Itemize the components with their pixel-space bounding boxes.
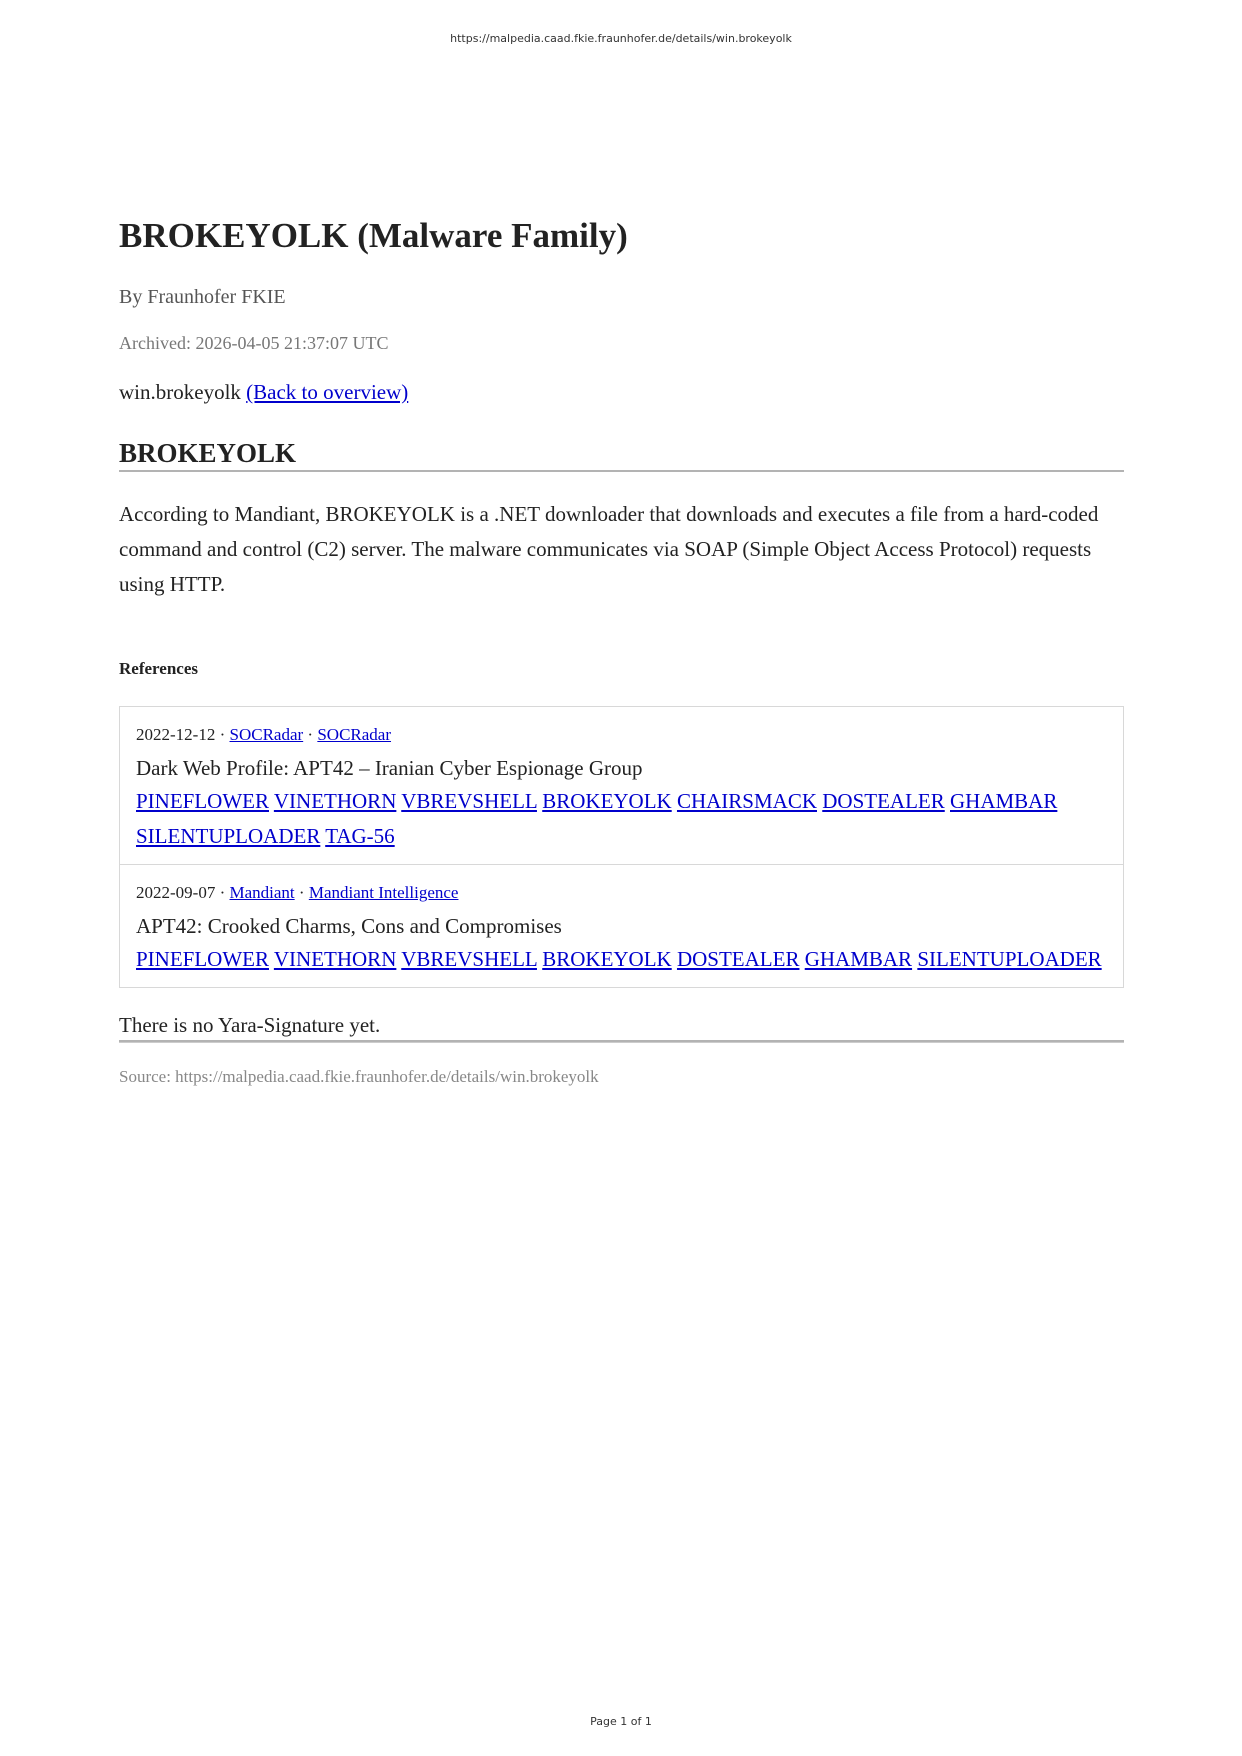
family-tag-link[interactable]: CHAIRSMACK bbox=[676, 789, 817, 813]
family-tag-link[interactable]: VINETHORN bbox=[273, 789, 397, 813]
page-content bbox=[119, 212, 1124, 1089]
reference-tags bbox=[136, 784, 1107, 854]
divider bbox=[119, 470, 1124, 472]
family-tag-link[interactable]: VBREVSHELL bbox=[401, 947, 537, 971]
reference-entry bbox=[120, 864, 1123, 987]
family-id-line bbox=[119, 377, 1124, 407]
reference-org-link[interactable]: SOCRadar bbox=[229, 725, 304, 744]
separator: · bbox=[219, 725, 226, 744]
family-tag-link[interactable]: BROKEYOLK bbox=[542, 789, 672, 813]
family-tag-link[interactable]: BROKEYOLK bbox=[542, 947, 672, 971]
separator: · bbox=[219, 883, 226, 902]
family-tag-link[interactable]: SILENTUPLOADER bbox=[917, 947, 1102, 971]
divider bbox=[119, 1042, 1124, 1043]
family-tag-link[interactable]: GHAMBAR bbox=[950, 789, 1058, 813]
family-tag-link[interactable]: TAG-56 bbox=[325, 824, 395, 848]
print-header-url: https://malpedia.caad.fkie.fraunhofer.de/details/win.brokeyolk bbox=[450, 32, 792, 45]
reference-date: 2022-09-07 bbox=[136, 883, 216, 902]
family-tag-link[interactable]: DOSTEALER bbox=[676, 947, 800, 971]
references-table bbox=[119, 706, 1124, 988]
reference-author-link[interactable]: Mandiant Intelligence bbox=[308, 883, 459, 902]
family-tag-link[interactable]: SILENTUPLOADER bbox=[136, 824, 321, 848]
reference-meta bbox=[136, 722, 1107, 748]
family-tag-link[interactable]: PINEFLOWER bbox=[136, 789, 269, 813]
yara-status: There is no Yara-Signature yet. bbox=[119, 1013, 381, 1037]
family-description: According to Mandiant, BROKEYOLK is a .NET downloader that downloads and executes a file from a hard-coded command and control (C2) server. The malware communicates via SOAP (Simple Object Access Protocol) requests using HTTP. bbox=[119, 502, 1099, 596]
family-tag-link[interactable]: PINEFLOWER bbox=[136, 947, 269, 971]
source-url: Source: https://malpedia.caad.fkie.fraunhofer.de/details/win.brokeyolk bbox=[119, 1067, 599, 1086]
family-heading: BROKEYOLK bbox=[119, 438, 297, 468]
reference-title: APT42: Crooked Charms, Cons and Compromises bbox=[136, 914, 562, 938]
family-id: win.brokeyolk bbox=[119, 380, 241, 404]
separator: · bbox=[298, 883, 305, 902]
reference-meta bbox=[136, 880, 1107, 906]
family-tag-link[interactable]: VINETHORN bbox=[273, 947, 397, 971]
separator: · bbox=[307, 725, 314, 744]
references-heading: References bbox=[119, 659, 198, 678]
byline: By Fraunhofer FKIE bbox=[119, 286, 286, 308]
reference-title: Dark Web Profile: APT42 – Iranian Cyber Espionage Group bbox=[136, 756, 643, 780]
reference-entry bbox=[120, 707, 1123, 864]
reference-author-link[interactable]: SOCRadar bbox=[317, 725, 392, 744]
archived-timestamp: Archived: 2026-04-05 21:37:07 UTC bbox=[119, 333, 389, 353]
page-number: Page 1 of 1 bbox=[590, 1715, 652, 1728]
reference-org-link[interactable]: Mandiant bbox=[229, 883, 295, 902]
family-tag-link[interactable]: GHAMBAR bbox=[804, 947, 913, 971]
family-tag-link[interactable]: VBREVSHELL bbox=[401, 789, 537, 813]
family-tag-link[interactable]: DOSTEALER bbox=[822, 789, 945, 813]
reference-date: 2022-12-12 bbox=[136, 725, 216, 744]
reference-tags bbox=[136, 942, 1107, 977]
page-title: BROKEYOLK (Malware Family) bbox=[119, 216, 628, 255]
back-to-overview-link[interactable]: (Back to overview) bbox=[246, 380, 409, 404]
